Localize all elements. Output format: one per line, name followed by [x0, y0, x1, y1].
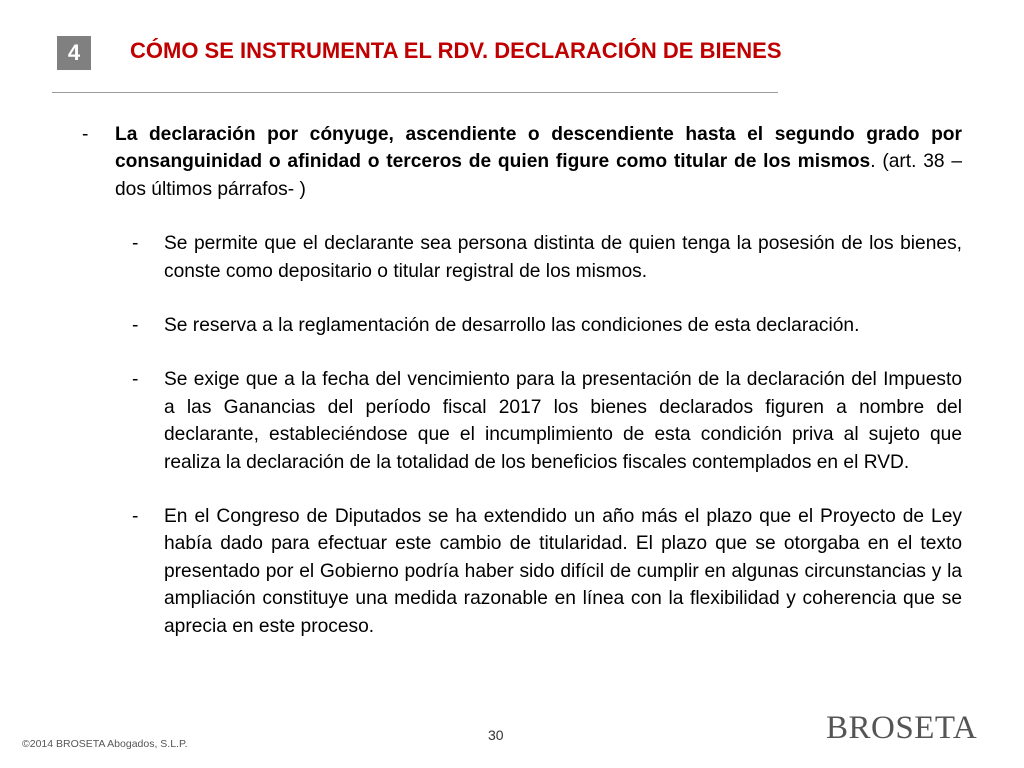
main-bullet — [82, 121, 962, 203]
sub-bullet-1 — [82, 230, 962, 285]
sub-bullet-2 — [82, 312, 962, 339]
sub-bullet-3 — [82, 366, 962, 476]
bullet-dash: - — [132, 506, 139, 528]
sub-bullet-text: Se reserva a la reglamentación de desarrollo las condiciones de esta declaración. — [164, 315, 860, 337]
sub-bullet-4 — [82, 503, 962, 640]
section-number-badge: 4 — [57, 36, 91, 70]
bullet-dash: - — [82, 124, 89, 145]
broseta-logo: BROSETA — [826, 710, 978, 746]
slide-body — [82, 121, 962, 640]
sub-bullet-text: Se permite que el declarante sea persona distinta de quien tenga la posesión de los bienes, conste como depositario o titular registral de los mismos. — [164, 233, 962, 282]
bullet-dash: - — [132, 233, 139, 255]
copyright-notice: ©2014 BROSETA Abogados, S.L.P. — [22, 738, 188, 750]
main-bullet-reference: . (art. 38 – dos últimos párrafos- ) — [115, 151, 963, 200]
bullet-dash: - — [132, 315, 139, 337]
sub-bullet-text: En el Congreso de Diputados se ha extendido un año más el plazo que el Proyecto de Ley había dado para efectuar este cambio de titularidad. El plazo que se otorgaba en el texto presentado por el Gobierno podría haber sido difícil de cumplir en algunas circunstancias y la ampliación constituye una medida razonable en línea con la flexibilidad y coherencia que se aprecia en este proceso. — [164, 506, 962, 637]
bullet-dash: - — [132, 369, 139, 391]
page-number: 30 — [488, 727, 504, 743]
slide-title: CÓMO SE INSTRUMENTA EL RDV. DECLARACIÓN DE BIENES — [130, 38, 782, 63]
sub-bullet-text: Se exige que a la fecha del vencimiento para la presentación de la declaración del Impuesto a las Ganancias del período fiscal 2017 los bienes declarados figuren a nombre del declarante, estableciéndose que el incumplimiento de esta condición priva al sujeto que realiza la declaración de la totalidad de los beneficios fiscales contemplados en el RVD. — [164, 369, 962, 473]
title-divider — [52, 92, 778, 93]
main-bullet-bold-text: La declaración por cónyuge, ascendiente o descendiente hasta el segundo grado por consanguinidad o afinidad o terceros de quien figure como titular de los mismos — [115, 124, 962, 173]
